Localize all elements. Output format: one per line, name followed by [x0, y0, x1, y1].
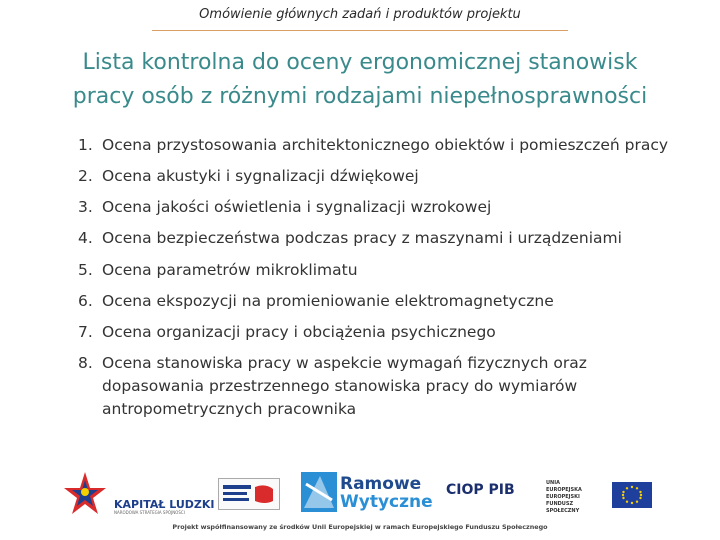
- list-item: [78, 227, 678, 250]
- list-item-text: Ocena ekspozycji na promieniowanie elektromagnetyczne: [102, 292, 554, 310]
- kapital-ludzki-logo: [60, 470, 215, 516]
- kapital-ludzki-star-icon: [60, 470, 110, 516]
- list-item-text: Ocena organizacji pracy i obciążenia psychicznego: [102, 323, 496, 341]
- eu-label: UNIA EUROPEJSKA EUROPEJSKI FUNDUSZ SPOŁECZNY: [546, 480, 582, 514]
- list-item-text: Ocena stanowiska pracy w aspekcie wymagań fizycznych oraz dopasowania przestrzennego stanowiska pracy do wymiarów antropometrycznych pracownika: [102, 354, 587, 418]
- list-item-text: Ocena bezpieczeństwa podczas pracy z maszynami i urządzeniami: [102, 229, 622, 247]
- list-item: [78, 196, 678, 219]
- list-item-number: 4.: [78, 229, 93, 247]
- list-item: [78, 321, 678, 344]
- title-line-1: Lista kontrolna do oceny ergonomicznej stanowisk: [82, 50, 638, 75]
- list-item-number: 3.: [78, 198, 93, 216]
- list-item: [78, 134, 678, 157]
- ciop-pib-logo: CIOP PIB: [446, 482, 515, 498]
- list-item-number: 7.: [78, 323, 93, 341]
- list-item: [78, 352, 678, 421]
- partner-logo-icon: [219, 479, 279, 509]
- list-item-number: 5.: [78, 261, 93, 279]
- list-item-number: 1.: [78, 136, 93, 154]
- kapital-ludzki-name: KAPITAŁ LUDZKI: [114, 498, 215, 511]
- checklist: [78, 134, 678, 429]
- list-item-text: Ocena przystosowania architektonicznego obiektów i pomieszczeń pracy: [102, 136, 669, 154]
- kapital-ludzki-subtitle: NARODOWA STRATEGIA SPÓJNOŚCI: [114, 510, 185, 515]
- list-item: [78, 290, 678, 313]
- slide-header: Omówienie głównych zadań i produktów projektu: [199, 7, 521, 22]
- header-divider: [152, 30, 568, 31]
- ramowe-label: Ramowe: [340, 474, 422, 494]
- list-item-text: Ocena jakości oświetlenia i sygnalizacji wzrokowej: [102, 198, 492, 216]
- list-item: [78, 165, 678, 188]
- logo-bar: [60, 470, 670, 518]
- slide-title: [20, 46, 700, 114]
- list-item-number: 8.: [78, 354, 93, 372]
- list-item-number: 2.: [78, 167, 93, 185]
- list-item-text: Ocena akustyki i sygnalizacji dźwiękowej: [102, 167, 419, 185]
- list-item-text: Ocena parametrów mikroklimatu: [102, 261, 358, 279]
- cofinancing-caption: Projekt współfinansowany ze środków Unii Europejskiej w ramach Europejskiego Funduszu Społecznego: [172, 523, 548, 531]
- partner-logo: [218, 478, 280, 510]
- wytyczne-label: Wytyczne: [340, 492, 433, 512]
- ramowe-wytyczne-icon: [300, 470, 338, 514]
- ramowe-wytyczne-logo: [300, 470, 433, 516]
- list-item: [78, 259, 678, 282]
- title-line-2: pracy osób z różnymi rodzajami niepełnosprawności: [72, 84, 648, 109]
- list-item-number: 6.: [78, 292, 93, 310]
- eu-flag-icon: [612, 482, 652, 508]
